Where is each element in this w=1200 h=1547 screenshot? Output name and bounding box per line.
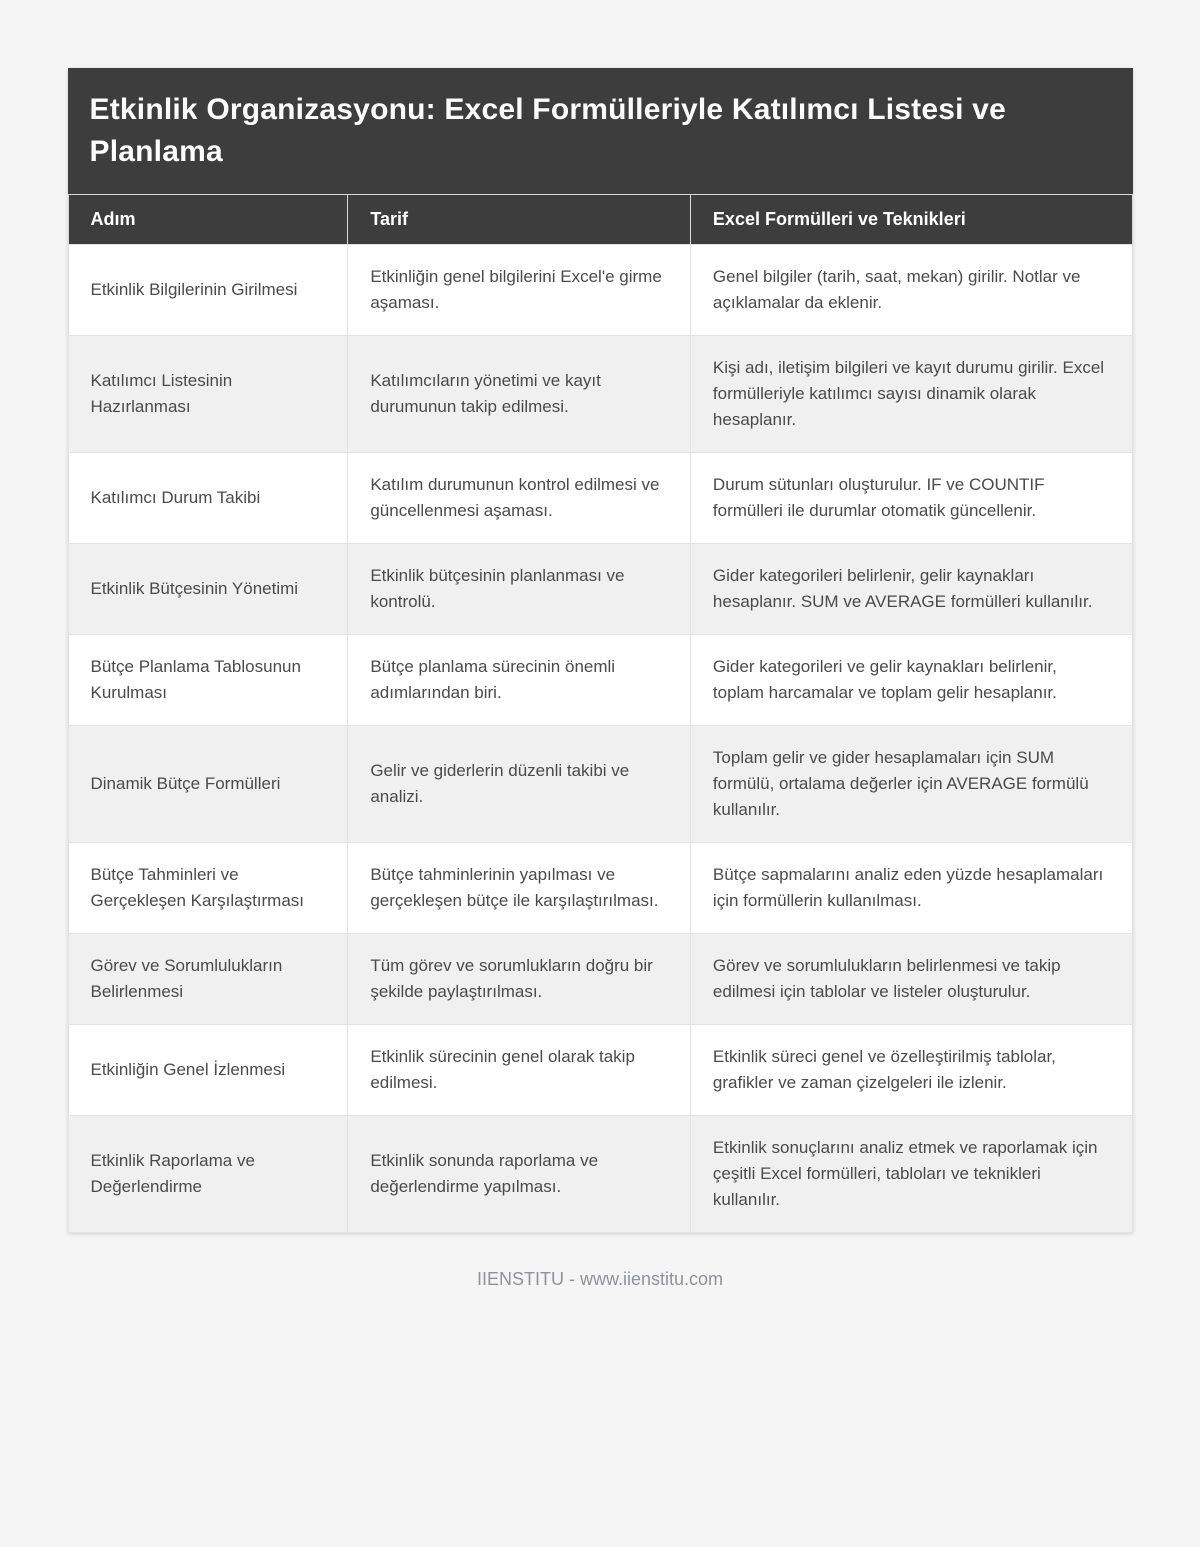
cell-step: Katılımcı Durum Takibi <box>68 453 348 544</box>
table-row <box>68 934 1132 1025</box>
cell-step: Etkinlik Bilgilerinin Girilmesi <box>68 245 348 336</box>
cell-tech: Görev ve sorumlulukların belirlenmesi ve takip edilmesi için tablolar ve listeler oluşturulur. <box>690 934 1132 1025</box>
cell-step: Bütçe Tahminleri ve Gerçekleşen Karşılaştırması <box>68 843 348 934</box>
cell-step: Etkinlik Bütçesinin Yönetimi <box>68 544 348 635</box>
cell-desc: Bütçe tahminlerinin yapılması ve gerçekleşen bütçe ile karşılaştırılması. <box>348 843 691 934</box>
cell-tech: Gider kategorileri ve gelir kaynakları belirlenir, toplam harcamalar ve toplam gelir hesaplanır. <box>690 635 1132 726</box>
cell-desc: Gelir ve giderlerin düzenli takibi ve analizi. <box>348 726 691 843</box>
cell-tech: Etkinlik sonuçlarını analiz etmek ve raporlamak için çeşitli Excel formülleri, tabloları ve teknikleri kullanılır. <box>690 1116 1132 1233</box>
cell-desc: Bütçe planlama sürecinin önemli adımlarından biri. <box>348 635 691 726</box>
cell-desc: Etkinliğin genel bilgilerini Excel'e girme aşaması. <box>348 245 691 336</box>
cell-desc: Tüm görev ve sorumlukların doğru bir şekilde paylaştırılması. <box>348 934 691 1025</box>
table-row <box>68 453 1132 544</box>
cell-tech: Bütçe sapmalarını analiz eden yüzde hesaplamaları için formüllerin kullanılması. <box>690 843 1132 934</box>
steps-table <box>68 194 1133 1233</box>
cell-desc: Katılımcıların yönetimi ve kayıt durumunun takip edilmesi. <box>348 336 691 453</box>
page-title: Etkinlik Organizasyonu: Excel Formülleriyle Katılımcı Listesi ve Planlama <box>68 68 1133 194</box>
column-header-desc: Tarif <box>348 195 691 245</box>
cell-desc: Etkinlik bütçesinin planlanması ve kontrolü. <box>348 544 691 635</box>
cell-step: Katılımcı Listesinin Hazırlanması <box>68 336 348 453</box>
cell-step: Etkinlik Raporlama ve Değerlendirme <box>68 1116 348 1233</box>
table-row <box>68 245 1132 336</box>
cell-tech: Etkinlik süreci genel ve özelleştirilmiş tablolar, grafikler ve zaman çizelgeleri ile izlenir. <box>690 1025 1132 1116</box>
cell-desc: Etkinlik sonunda raporlama ve değerlendirme yapılması. <box>348 1116 691 1233</box>
table-row <box>68 635 1132 726</box>
cell-step: Bütçe Planlama Tablosunun Kurulması <box>68 635 348 726</box>
table-row <box>68 544 1132 635</box>
table-header-row <box>68 195 1132 245</box>
column-header-step: Adım <box>68 195 348 245</box>
footer-text: IIENSTITU - www.iienstitu.com <box>476 1269 724 1289</box>
cell-step: Etkinliğin Genel İzlenmesi <box>68 1025 348 1116</box>
cell-tech: Gider kategorileri belirlenir, gelir kaynakları hesaplanır. SUM ve AVERAGE formülleri kullanılır. <box>690 544 1132 635</box>
cell-step: Görev ve Sorumlulukların Belirlenmesi <box>68 934 348 1025</box>
table-row <box>68 1116 1132 1233</box>
cell-step: Dinamik Bütçe Formülleri <box>68 726 348 843</box>
cell-tech: Toplam gelir ve gider hesaplamaları için SUM formülü, ortalama değerler için AVERAGE formülü kullanılır. <box>690 726 1132 843</box>
cell-tech: Kişi adı, iletişim bilgileri ve kayıt durumu girilir. Excel formülleriyle katılımcı sayısı dinamik olarak hesaplanır. <box>690 336 1132 453</box>
table-row <box>68 1025 1132 1116</box>
table-row <box>68 336 1132 453</box>
table-row <box>68 726 1132 843</box>
column-header-tech: Excel Formülleri ve Teknikleri <box>690 195 1132 245</box>
cell-desc: Katılım durumunun kontrol edilmesi ve güncellenmesi aşaması. <box>348 453 691 544</box>
cell-desc: Etkinlik sürecinin genel olarak takip edilmesi. <box>348 1025 691 1116</box>
table-row <box>68 843 1132 934</box>
cell-tech: Genel bilgiler (tarih, saat, mekan) girilir. Notlar ve açıklamalar da eklenir. <box>690 245 1132 336</box>
content-card <box>68 68 1133 1233</box>
cell-tech: Durum sütunları oluşturulur. IF ve COUNTIF formülleri ile durumlar otomatik güncellenir. <box>690 453 1132 544</box>
